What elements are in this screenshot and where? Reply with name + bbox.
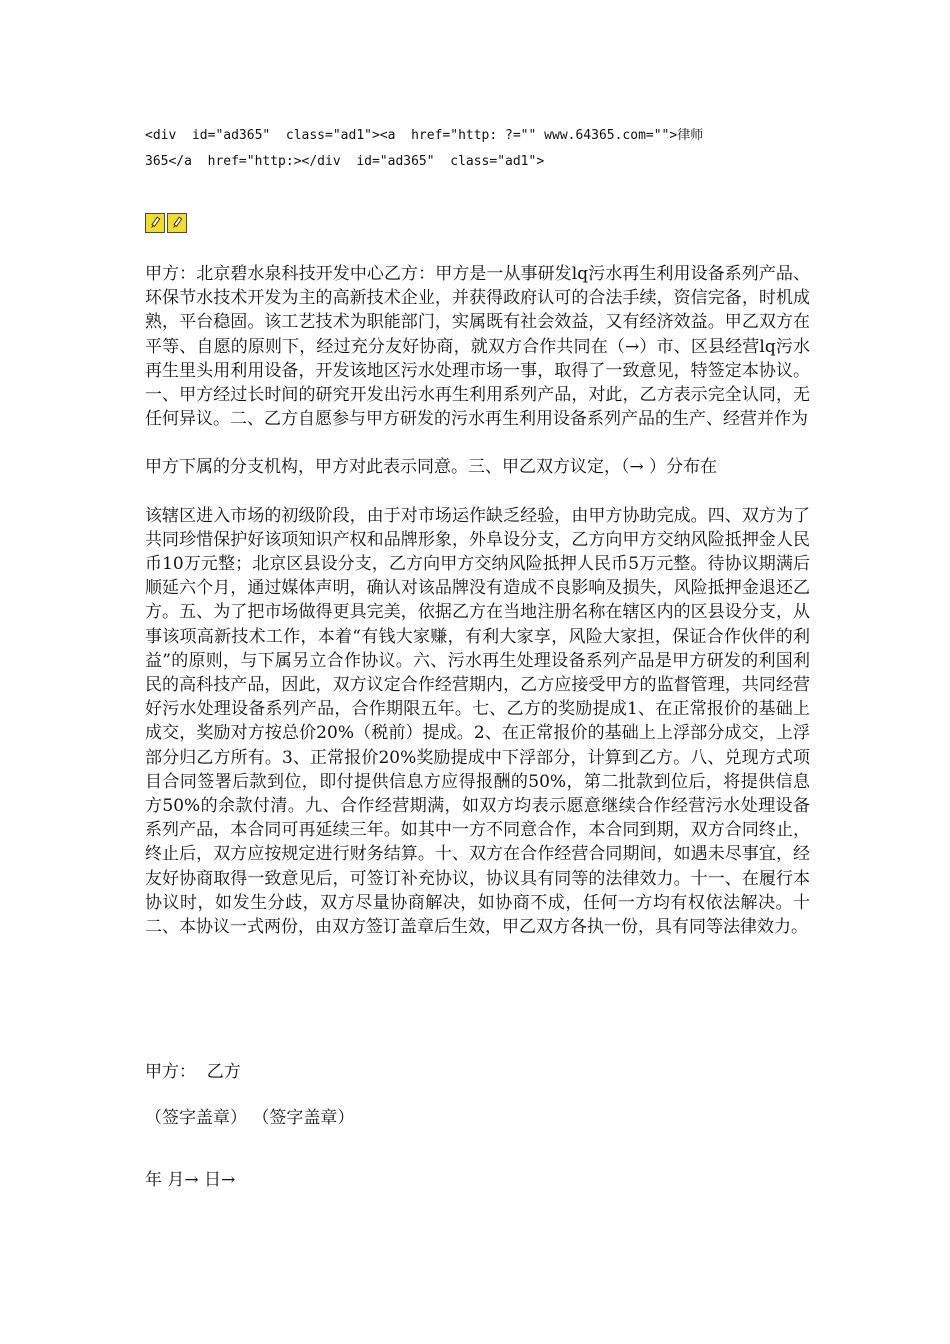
signature-date: 年 月→ 日→ (145, 1170, 236, 1190)
agreement-body (145, 262, 810, 939)
agreement-paragraph-2: 甲方下属的分支机构，甲方对此表示同意。三、甲乙双方议定，（→ ）分布在 (145, 457, 718, 478)
signature-seals: （签字盖章） （签字盖章） (145, 1108, 355, 1128)
stray-html-code-line-2: 365</a href="http:></div id="ad365" class="ad1"> (145, 154, 545, 169)
pencil-edit-icon[interactable] (167, 213, 187, 233)
agreement-paragraph-1: 甲方：北京碧水泉科技开发中心乙方：甲方是一从事研发lq污水再生利用设备系列产品、环保节水技术开发为主的高新技术企业，并获得政府认可的合法手续，资信完备，时机成熟，平台稳固。该工艺技术为职能部门，实属既有社会效益，又有经济效益。甲乙双方在平等、自愿的原则下，经过充分友好协商，就双方合作共同在（→）市、区县经营lq污水再生里头用利用设备，开发该地区污水处理市场一事，取得了一致意见，特签定本协议。一、甲方经过长时间的研究开发出污水再生利用系列产品，对此，乙方表示完全认同，无任何异议。二、乙方自愿参与甲方研发的污水再生利用设备系列产品的生产、经营并作为 (145, 264, 810, 430)
stray-html-code-line-1: <div id="ad365" class="ad1"><a href="http: ?="" www.64365.com="">律师 (145, 128, 704, 143)
icon-group (145, 213, 187, 233)
agreement-paragraph-3: 该辖区进入市场的初级阶段，由于对市场运作缺乏经验，由甲方协助完成。四、双方为了共同珍惜保护好该项知识产权和品牌形象，外阜设分支，乙方向甲方交纳风险抵押金人民币10万元整；北京区县设分支，乙方向甲方交纳风险抵押人民币5万元整。待协议期满后顺延六个月，通过媒体声明，确认对该品牌没有造成不良影响及损失，风险抵押金退还乙方。五、为了把市场做得更具完美，依据乙方在当地注册名称在辖区内的区县设分支，从事该项高新技术工作，本着“有钱大家赚，有利大家享，风险大家担，保证合作伙伴的利益”的原则，与下属另立合作协议。六、污水再生处理设备系列产品是甲方研发的利国利民的高科技产品，因此，双方议定合作经营期内，乙方应接受甲方的监督管理，共同经营好污水处理设备系列产品，合作期限五年。七、乙方的奖励提成1、在正常报价的基础上成交，奖励对方按总价20%（税前）提成。2、在正常报价的基础上上浮部分成交，上浮部分归乙方所有。3、正常报价20%奖励提成中下浮部分，计算到乙方。八、兑现方式项目合同签署后款到位，即付提供信息方应得报酬的50%，第二批款到位后，将提供信息方50%的余款付清。九、合作经营期满，如双方均表示愿意继续合作经营污水处理设备系列产品，本合同可再延续三年。如其中一方不同意合作，本合同到期，双方合同终止，终止后，双方应按规定进行财务结算。十、双方在合作经营合同期间，如遇未尽事宜，经友好协商取得一致意见后，可签订补充协议，协议具有同等的法律效力。十一、在履行本协议时，如发生分歧，双方尽量协商解决，如协商不成，任何一方均有权依法解决。十二、本协议一式两份，由双方签订盖章后生效，甲乙双方各执一份，具有同等法律效力。 (145, 505, 810, 938)
signature-parties: 甲方： 乙方 (145, 1062, 241, 1082)
pencil-edit-icon[interactable] (145, 213, 165, 233)
